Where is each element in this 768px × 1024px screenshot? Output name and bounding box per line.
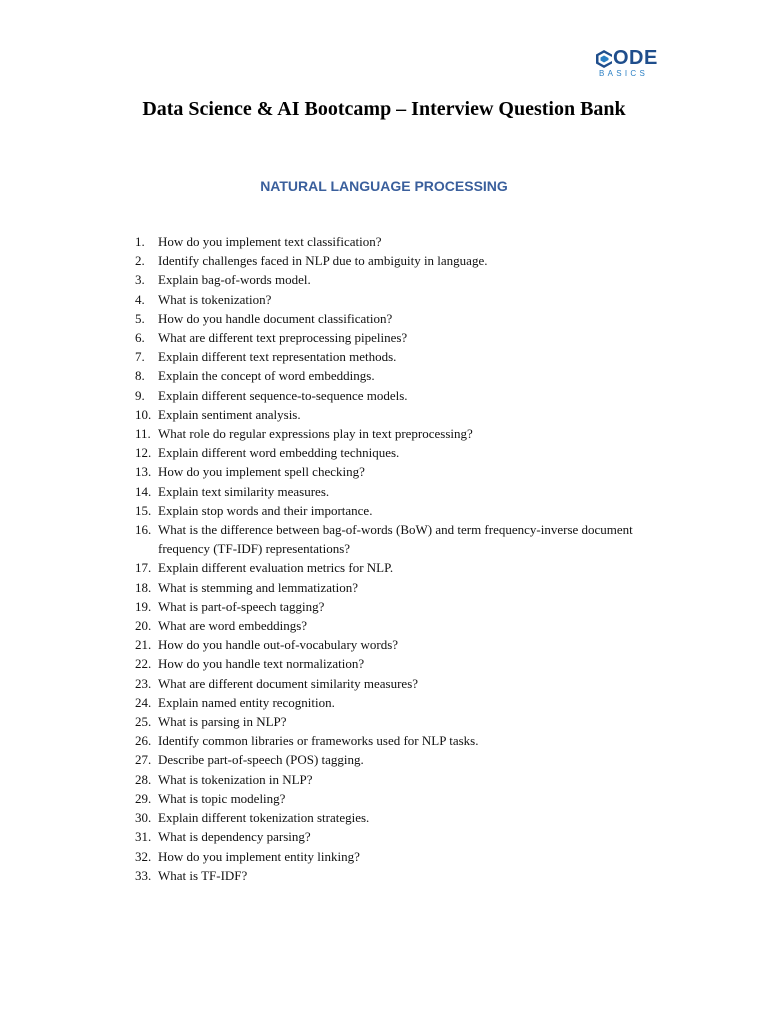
question-item	[135, 558, 655, 577]
question-text: How do you handle out-of-vocabulary words?	[158, 637, 399, 653]
question-item	[135, 405, 655, 424]
question-number: 13.	[135, 464, 152, 480]
question-text: Explain sentiment analysis.	[158, 406, 301, 422]
document-title: Data Science & AI Bootcamp – Interview Question Bank	[142, 98, 626, 120]
question-text: What is topic modeling?	[158, 790, 286, 806]
question-number: 17.	[135, 560, 152, 576]
question-item	[135, 750, 655, 769]
question-text: What role do regular expressions play in text preprocessing?	[158, 426, 473, 442]
question-item	[135, 597, 655, 616]
question-text: Explain stop words and their importance.	[158, 502, 373, 518]
question-text: Explain named entity recognition.	[158, 694, 335, 710]
question-item	[135, 827, 655, 846]
question-number: 32.	[135, 848, 152, 864]
question-number: 25.	[135, 714, 152, 730]
question-item	[135, 462, 655, 481]
question-text: What is the difference between bag-of-words (BoW) and term frequency-inverse document frequency (TF-IDF) representations?	[158, 522, 633, 557]
question-text: Explain the concept of word embeddings.	[158, 368, 375, 384]
question-number: 18.	[135, 579, 152, 595]
question-item	[135, 328, 655, 347]
question-number: 28.	[135, 771, 152, 787]
question-item	[135, 309, 655, 328]
question-number: 31.	[135, 829, 152, 845]
question-item	[135, 731, 655, 750]
question-text: Explain text similarity measures.	[158, 483, 330, 499]
question-text: What is dependency parsing?	[158, 829, 311, 845]
question-number: 8.	[135, 368, 145, 384]
question-item	[135, 270, 655, 289]
question-number: 24.	[135, 694, 152, 710]
question-item	[135, 674, 655, 693]
question-text: Explain different sequence-to-sequence models.	[158, 387, 408, 403]
question-number: 7.	[135, 349, 145, 365]
question-number: 10.	[135, 406, 152, 422]
cube-c-logo-icon	[594, 49, 614, 69]
question-text: Describe part-of-speech (POS) tagging.	[158, 752, 364, 768]
question-text: What is tokenization in NLP?	[158, 771, 313, 787]
question-list	[135, 232, 655, 885]
question-item	[135, 693, 655, 712]
question-number: 4.	[135, 291, 145, 307]
question-text: What is part-of-speech tagging?	[158, 598, 325, 614]
question-text: Explain different tokenization strategies.	[158, 810, 370, 826]
question-item	[135, 251, 655, 270]
question-item	[135, 789, 655, 808]
question-number: 23.	[135, 675, 152, 691]
question-text: How do you implement entity linking?	[158, 848, 360, 864]
question-text: How do you handle document classification?	[158, 310, 393, 326]
question-text: What is TF-IDF?	[158, 867, 248, 883]
question-text: What is parsing in NLP?	[158, 714, 287, 730]
question-item	[135, 808, 655, 827]
question-text: How do you implement text classification?	[158, 234, 382, 249]
question-text: What is tokenization?	[158, 291, 272, 307]
question-item	[135, 578, 655, 597]
question-number: 26.	[135, 733, 152, 749]
question-text: How do you implement spell checking?	[158, 464, 365, 480]
question-text: Explain bag-of-words model.	[158, 272, 311, 288]
question-item	[135, 501, 655, 520]
question-text: What is stemming and lemmatization?	[158, 579, 359, 595]
question-number: 29.	[135, 790, 152, 806]
question-text: Identify common libraries or frameworks used for NLP tasks.	[158, 733, 479, 749]
question-item	[135, 770, 655, 789]
question-item	[135, 366, 655, 385]
question-item	[135, 232, 655, 251]
question-item	[135, 616, 655, 635]
question-text: Identify challenges faced in NLP due to ambiguity in language.	[158, 253, 488, 269]
question-number: 22.	[135, 656, 152, 672]
question-item	[135, 386, 655, 405]
question-number: 27.	[135, 752, 152, 768]
logo-subtitle: BASICS	[599, 69, 649, 78]
question-number: 5.	[135, 310, 145, 326]
question-text: Explain different evaluation metrics for NLP.	[158, 560, 394, 576]
question-number: 3.	[135, 272, 145, 288]
question-number: 15.	[135, 502, 152, 518]
question-item	[135, 290, 655, 309]
question-number: 2.	[135, 253, 145, 269]
question-item	[135, 347, 655, 366]
section-heading: NATURAL LANGUAGE PROCESSING	[260, 178, 508, 194]
question-number: 16.	[135, 522, 152, 538]
question-item	[135, 654, 655, 673]
question-number: 1.	[135, 234, 145, 249]
question-item	[135, 847, 655, 866]
question-number: 12.	[135, 445, 152, 461]
question-text: How do you handle text normalization?	[158, 656, 365, 672]
question-number: 21.	[135, 637, 152, 653]
question-number: 6.	[135, 330, 145, 346]
question-text: Explain different text representation methods.	[158, 349, 397, 365]
question-number: 20.	[135, 618, 152, 634]
question-number: 11.	[135, 426, 151, 442]
question-item	[135, 520, 655, 558]
question-number: 30.	[135, 810, 152, 826]
question-item	[135, 635, 655, 654]
question-item	[135, 424, 655, 443]
question-item	[135, 712, 655, 731]
question-number: 19.	[135, 598, 152, 614]
question-item	[135, 482, 655, 501]
question-text: What are different document similarity measures?	[158, 675, 419, 691]
question-item	[135, 866, 655, 885]
question-number: 14.	[135, 483, 152, 499]
logo-wordmark: ODE	[613, 47, 658, 69]
question-item	[135, 443, 655, 462]
question-number: 9.	[135, 387, 145, 403]
question-text: What are word embeddings?	[158, 618, 308, 634]
question-number: 33.	[135, 867, 152, 883]
question-text: Explain different word embedding techniques.	[158, 445, 400, 461]
question-text: What are different text preprocessing pipelines?	[158, 330, 408, 346]
brand-logo	[592, 47, 664, 79]
